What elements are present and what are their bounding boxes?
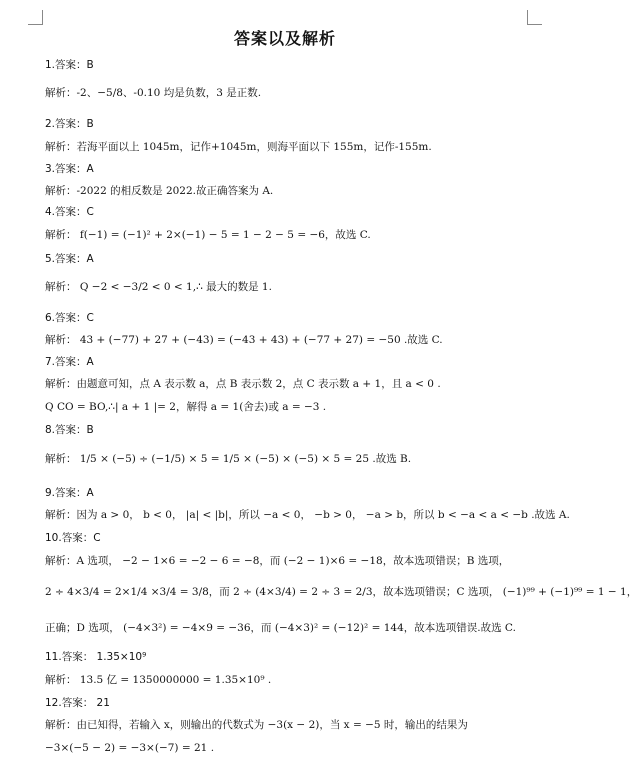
explanation-line: 解析： 43 + (−77) + 27 + (−43) = (−43 + 43) + (−77 + 27) = −50 .故选 C. <box>45 334 443 346</box>
answer-line: 3.答案：A <box>45 163 94 175</box>
page-title: 答案以及解析 <box>233 29 336 48</box>
explanation-line: 解析：若海平面以上 1045m，记作+1045m，则海平面以下 155m，记作-155m. <box>45 141 432 153</box>
answer-line: 11.答案： 1.35×10⁹ <box>45 651 147 663</box>
explanation-line: 2 ÷ 4×3/4 = 2×1/4 ×3/4 = 3/8，而 2 ÷ (4×3/4) = 2 ÷ 3 = 2/3，故本选项错误；C 选项， (−1)⁹⁹ + (−1)⁹⁹ = 1 − 1， <box>45 586 637 598</box>
answer-line: 2.答案：B <box>45 118 94 130</box>
answer-line: 10.答案：C <box>45 532 101 544</box>
answer-line: 5.答案：A <box>45 253 94 265</box>
explanation-line: 解析： 13.5 亿 = 1350000000 = 1.35×10⁹ . <box>45 674 272 686</box>
answer-line: 4.答案：C <box>45 206 94 218</box>
explanation-line: 正确；D 选项， (−4×3²) = −4×9 = −36，而 (−4×3)² = (−12)² = 144，故本选项错误.故选 C. <box>45 622 516 634</box>
explanation-line: Q CO = BO,∴| a + 1 |= 2，解得 a = 1(舍去)或 a = −3 . <box>45 401 327 413</box>
explanation-line: 解析： Q −2 < −3/2 < 0 < 1,∴ 最大的数是 1. <box>45 281 272 293</box>
answer-line: 1.答案：B <box>45 59 94 71</box>
answer-line: 12.答案： 21 <box>45 697 110 709</box>
explanation-line: 解析：A 选项， −2 − 1×6 = −2 − 6 = −8，而 (−2 − 1)×6 = −18，故本选项错误；B 选项， <box>45 555 510 567</box>
answer-line: 9.答案：A <box>45 487 94 499</box>
explanation-line: 解析：-2022 的相反数是 2022.故正确答案为 A. <box>45 185 274 197</box>
answer-line: 8.答案：B <box>45 424 94 436</box>
answer-line: 6.答案：C <box>45 312 94 324</box>
explanation-line: −3×(−5 − 2) = −3×(−7) = 21 . <box>45 742 215 754</box>
corner-mark-left <box>28 10 43 25</box>
explanation-line: 解析：-2、−5/8、-0.10 均是负数，3 是正数. <box>45 87 262 99</box>
explanation-line: 解析： 1/5 × (−5) ÷ (−1/5) × 5 = 1/5 × (−5) × (−5) × 5 = 25 .故选 B. <box>45 453 412 465</box>
explanation-line: 解析：由已知得，若输入 x，则输出的代数式为 −3(x − 2)，当 x = −5 时，输出的结果为 <box>45 719 468 731</box>
explanation-line: 解析：因为 a > 0， b < 0， |a| < |b|，所以 −a < 0， −b > 0， −a > b，所以 b < −a < a < −b .故选 A. <box>45 509 570 521</box>
explanation-line: 解析： f(−1) = (−1)² + 2×(−1) − 5 = 1 − 2 − 5 = −6，故选 C. <box>45 229 371 241</box>
answer-line: 7.答案：A <box>45 356 94 368</box>
explanation-line: 解析：由题意可知，点 A 表示数 a，点 B 表示数 2，点 C 表示数 a + 1，且 a < 0 . <box>45 378 441 390</box>
corner-mark-right <box>527 10 542 25</box>
